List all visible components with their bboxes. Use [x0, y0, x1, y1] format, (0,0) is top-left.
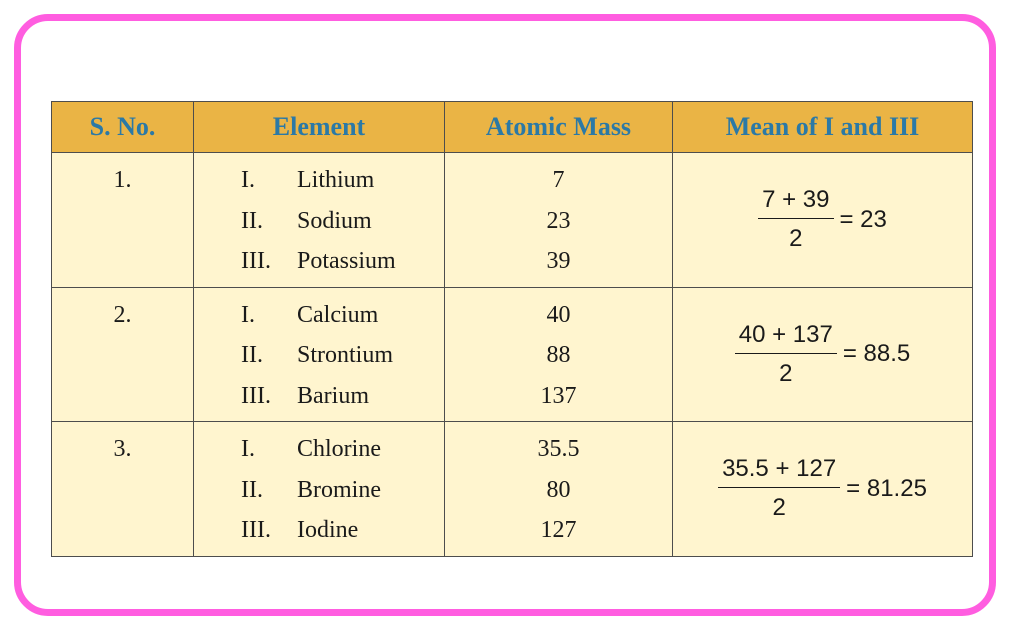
- fraction-denominator: 2: [779, 359, 793, 387]
- mean-cell: [673, 422, 973, 557]
- atomic-mass-value: 23: [546, 207, 571, 234]
- element-line: [194, 381, 444, 422]
- mean-result: = 81.25: [846, 474, 927, 502]
- mean-cell: [673, 153, 973, 288]
- header-mean: Mean of I and III: [673, 102, 973, 153]
- header-atomic-mass: Atomic Mass: [445, 102, 673, 153]
- sno-value: 2.: [113, 301, 132, 328]
- element-index: I.: [241, 436, 255, 462]
- element-name: Potassium: [297, 248, 396, 274]
- header-sno: S. No.: [52, 102, 194, 153]
- fraction-numerator: 7 + 39: [758, 186, 833, 219]
- element-index: II.: [241, 207, 263, 234]
- element-name: Barium: [297, 382, 369, 409]
- atomic-mass-value: 40: [546, 301, 571, 328]
- mean-result: = 23: [839, 205, 887, 233]
- element-cell: [194, 153, 445, 288]
- element-name: Calcium: [297, 301, 379, 328]
- mean-equation: [758, 186, 887, 253]
- element-cell: [194, 287, 445, 422]
- element-line: [194, 434, 444, 475]
- header-element: Element: [194, 102, 445, 153]
- mean-cell: [673, 287, 973, 422]
- atomic-mass-cell: [445, 153, 673, 288]
- atomic-mass-value: 80: [546, 476, 571, 503]
- table-row: [52, 153, 973, 288]
- element-index: II.: [241, 476, 263, 503]
- element-name: Sodium: [297, 207, 372, 234]
- element-index: I.: [241, 167, 255, 193]
- atomic-mass-value: 39: [546, 248, 571, 274]
- sno-value: 1.: [113, 167, 132, 193]
- element-line: [194, 206, 444, 247]
- atomic-mass-value: 127: [540, 517, 577, 543]
- atomic-mass-value: 88: [546, 342, 571, 368]
- element-index: III.: [241, 248, 271, 274]
- atomic-mass-cell: [445, 287, 673, 422]
- sno-cell: [52, 153, 194, 288]
- element-line: [194, 246, 444, 287]
- table-row: [52, 422, 973, 557]
- sno-cell: [52, 287, 194, 422]
- element-index: I.: [241, 301, 255, 328]
- sno-cell: [52, 422, 194, 557]
- element-line: [194, 165, 444, 206]
- fraction-numerator: 40 + 137: [735, 321, 837, 354]
- element-index: II.: [241, 342, 263, 368]
- mean-equation: [718, 455, 927, 522]
- element-line: [194, 515, 444, 556]
- table-row: [52, 287, 973, 422]
- fraction: [735, 321, 837, 388]
- element-name: Strontium: [297, 342, 394, 368]
- element-index: III.: [241, 382, 271, 409]
- fraction-denominator: 2: [789, 225, 803, 253]
- atomic-mass-value: 7: [552, 167, 565, 193]
- fraction: [758, 186, 833, 253]
- element-name: Bromine: [297, 476, 381, 503]
- mean-equation: [735, 321, 911, 388]
- dobereiner-triads-table: [51, 101, 973, 557]
- element-name: Chlorine: [297, 436, 381, 462]
- sno-value: 3.: [113, 436, 132, 462]
- element-name: Iodine: [297, 517, 359, 543]
- fraction-numerator: 35.5 + 127: [718, 455, 840, 488]
- element-index: III.: [241, 517, 271, 543]
- element-line: [194, 300, 444, 341]
- fraction-denominator: 2: [772, 494, 786, 522]
- element-line: [194, 340, 444, 381]
- element-line: [194, 475, 444, 516]
- mean-result: = 88.5: [842, 340, 911, 368]
- table-header-row: [52, 102, 973, 153]
- atomic-mass-value: 137: [540, 382, 577, 409]
- atomic-mass-cell: [445, 422, 673, 557]
- fraction: [718, 455, 840, 522]
- element-cell: [194, 422, 445, 557]
- atomic-mass-value: 35.5: [537, 436, 580, 462]
- element-name: Lithium: [297, 167, 375, 193]
